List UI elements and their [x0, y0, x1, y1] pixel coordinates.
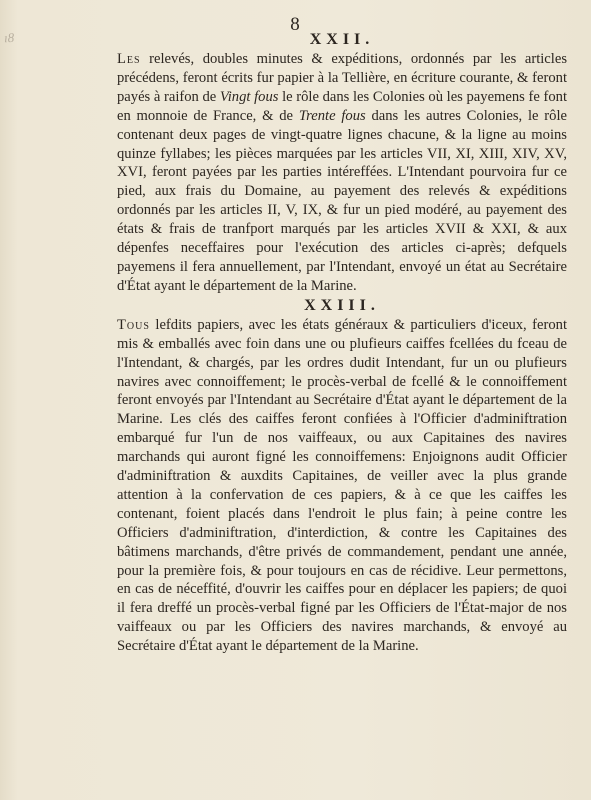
italic-phrase: Vingt fous — [219, 88, 279, 105]
italic-phrase: Trente fous — [298, 107, 366, 124]
first-word: Les — [117, 51, 141, 67]
article-title-xxiii: XXIII. — [304, 296, 380, 314]
article-body-xxii — [117, 50, 567, 296]
text-block — [117, 30, 567, 656]
text-run: relevés, doubles minutes & expéditions, ordonnés par les articles précédens, feront écrits fur papier à la Tellière, en écriture courante, & feront payés à raifon de — [117, 51, 567, 105]
article-title-xxii: XXII. — [309, 31, 375, 48]
text-run: dans les autres Colonies, le rôle contenant deux pages de vingt-quatre lignes chacune, & la ligne au moins quinze fyllabes; les pièces marquées par les articles VII, XI, XIII, XIV, XV, XVI, feront payées par les parties intéreffées. L'Intendant pourvoira fur ce pied, aux frais du Domaine, au payement des relevés & expéditions ordonnés par les articles II, V, IX, & fur un pied modéré, au payement des états & frais de tranfport marqués par les articles XVII & XXI, & aux dépenfes neceffaires pour l'exécution des articles ci-après; defquels payemens il fera annuellement, par l'Intendant, envoyé un état au Secrétaire d'État ayant le département de la Marine. — [117, 107, 567, 294]
article-body-xxiii — [117, 316, 567, 656]
text-run: le rôle dans les Colonies où les payemens fe font en monnoie de France, & de — [117, 88, 567, 124]
text-run: lefdits papiers, avec les états généraux & particuliers d'iceux, feront mis & emballés avec foin dans une ou plufieurs caiffes fcellées du fceau de l'Intendant, & chargés, par les ordres dudit Intendant, fur un ou plufieurs navires avec connoiffement; le procès-verbal de fcellé & le connoiffement feront envoyés par l'Intendant au Secrétaire d'État ayant le département de la Marine. Les clés des caiffes feront confiées à l'Officier d'adminiftration embarqué fur l'un de nos vaiffeaux, ou aux Capitaines des navires marchands qui auront figné les connoiffemens: Enjoignons audit Officier d'adminiftration & auxdits Capitaines, de veiller avec la plus grande attention à la confervation de ces papiers, & à ce que les caiffes les contenant, foient placés dans l'endroit le plus fain; à peine contre les Officiers d'adminiftration, d'interdiction, & contre les Capitaines des bâtimens marchands, d'être privés de commandement, pendant une année, pour la première fois, & pour toujours en cas de récidive. Leur permettons, en cas de néceffité, d'ouvrir les caiffes pour en déplacer les papiers; de quoi il fera dreffé un procès-verbal figné par les Officiers de l'État-major de nos vaiffeaux ou par les Officiers des navires marchands, & envoyé au Secrétaire d'État ayant le département de la Marine. — [117, 316, 567, 655]
bleed-through-mark: ı8 — [3, 29, 15, 46]
page-number: 8 — [290, 14, 301, 35]
first-word: Tous — [117, 316, 150, 333]
